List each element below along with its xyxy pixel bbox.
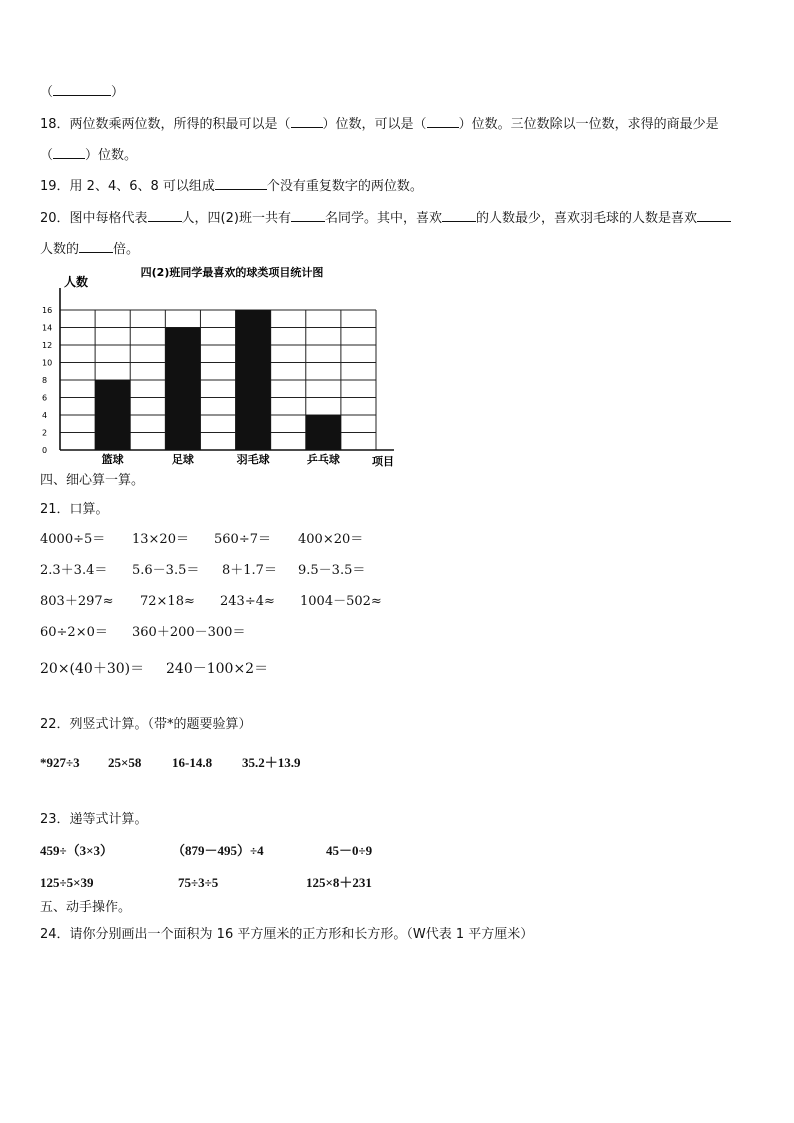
answer-blank[interactable]	[697, 208, 731, 222]
question-21-title: 21．口算。	[40, 502, 109, 517]
vertical-calc-item: 25×58	[108, 755, 142, 770]
y-tick-label: 12	[42, 341, 53, 350]
oral-item: 20×(40＋30)＝	[40, 661, 145, 677]
answer-blank[interactable]	[79, 239, 113, 253]
oral-item: 2.3＋3.4＝	[40, 563, 108, 578]
x-tick-label: 足球	[171, 453, 194, 466]
vertical-calc-item: *927÷3	[40, 755, 80, 770]
answer-blank[interactable]	[215, 176, 267, 190]
oral-item: 72×18≈	[140, 594, 195, 609]
q21-row-4	[40, 624, 272, 642]
bar	[236, 310, 271, 450]
y-tick-label: 0	[42, 446, 48, 455]
y-tick-label: 10	[42, 358, 53, 368]
step-calc-item: 125÷5×39	[40, 875, 94, 890]
question-20-line2: 人数的 倍。	[40, 239, 139, 259]
q21-row-5	[40, 660, 286, 678]
q23-row-1	[40, 842, 416, 860]
step-calc-item: （879－495）÷4	[172, 843, 264, 858]
q17-answer-line: （ ）	[40, 82, 124, 102]
oral-item: 5.6－3.5＝	[132, 563, 200, 578]
oral-item: 13×20＝	[132, 532, 189, 547]
x-tick-label: 羽毛球	[236, 453, 270, 466]
x-axis-label: 项目	[372, 455, 394, 468]
question-22-title: 22．列竖式计算。（带*的题要验算）	[40, 717, 252, 732]
vertical-calc-item: 35.2＋13.9	[242, 755, 301, 770]
oral-item: 4000÷5＝	[40, 532, 106, 547]
question-18-line2: （ ）位数。	[40, 145, 137, 165]
chart-title: 四(2)班同学最喜欢的球类项目统计图	[140, 266, 324, 279]
oral-item: 9.5－3.5＝	[298, 563, 366, 578]
q21-row-1	[40, 531, 388, 549]
question-24: 24．请你分别画出一个面积为 16 平方厘米的正方形和长方形。（W代表 1 平方厘米）	[40, 927, 534, 942]
step-calc-item: 75÷3÷5	[178, 875, 219, 890]
bar-chart	[36, 262, 406, 472]
y-tick-label: 8	[42, 376, 48, 385]
bar	[165, 328, 200, 451]
oral-item: 400×20＝	[298, 532, 364, 547]
step-calc-item: 45－0÷9	[326, 843, 373, 858]
answer-blank[interactable]	[291, 208, 325, 222]
answer-blank[interactable]	[427, 114, 459, 128]
section-5-heading: 五、动手操作。	[40, 900, 132, 915]
oral-item: 360＋200－300＝	[132, 625, 246, 640]
step-calc-item: 125×8＋231	[306, 875, 372, 890]
question-18: 18．两位数乘两位数，所得的积最可以是（ ）位数，可以是（ ）位数。三位数除以一位数，求得的商最少是	[40, 114, 719, 134]
y-tick-label: 14	[42, 323, 53, 333]
vertical-calc-item: 16-14.8	[172, 755, 213, 770]
y-tick-label: 16	[42, 306, 53, 315]
q23-row-2	[40, 874, 406, 892]
y-tick-label: 4	[42, 411, 48, 420]
y-ticks	[42, 306, 52, 455]
oral-item: 803＋297≈	[40, 594, 114, 609]
question-23-title: 23．递等式计算。	[40, 812, 148, 827]
answer-blank[interactable]	[53, 145, 85, 159]
y-tick-label: 2	[42, 428, 48, 438]
oral-item: 240－100×2＝	[166, 661, 269, 677]
y-axis-label: 人数	[64, 275, 89, 289]
oral-item: 560÷7＝	[214, 532, 271, 547]
x-tick-label: 篮球	[101, 453, 124, 466]
answer-blank[interactable]	[148, 208, 182, 222]
oral-item: 243÷4≈	[220, 594, 275, 609]
answer-blank[interactable]	[291, 114, 323, 128]
q22-items	[40, 754, 332, 772]
oral-item: 8＋1.7＝	[222, 563, 277, 578]
bar	[306, 415, 341, 450]
bar	[95, 380, 130, 450]
x-ticks	[102, 452, 340, 466]
section-4-heading: 四、细心算一算。	[40, 473, 145, 488]
question-19: 19．用 2、4、6、8 可以组成 个没有重复数字的两位数。	[40, 176, 423, 196]
question-20: 20．图中每格代表 人，四(2)班一共有 名同学。其中，喜欢 的人数最少，喜欢羽毛球的人数是喜欢	[40, 208, 731, 228]
x-tick-label: 乒乓球	[306, 453, 340, 466]
q21-row-3	[40, 593, 400, 611]
answer-blank[interactable]	[442, 208, 476, 222]
step-calc-item: 459÷（3×3）	[40, 843, 114, 858]
answer-blank[interactable]	[53, 82, 111, 96]
oral-item: 60÷2×0＝	[40, 625, 108, 640]
q21-row-2	[40, 562, 388, 580]
y-tick-label: 6	[42, 393, 48, 403]
oral-item: 1004－502≈	[300, 594, 382, 609]
